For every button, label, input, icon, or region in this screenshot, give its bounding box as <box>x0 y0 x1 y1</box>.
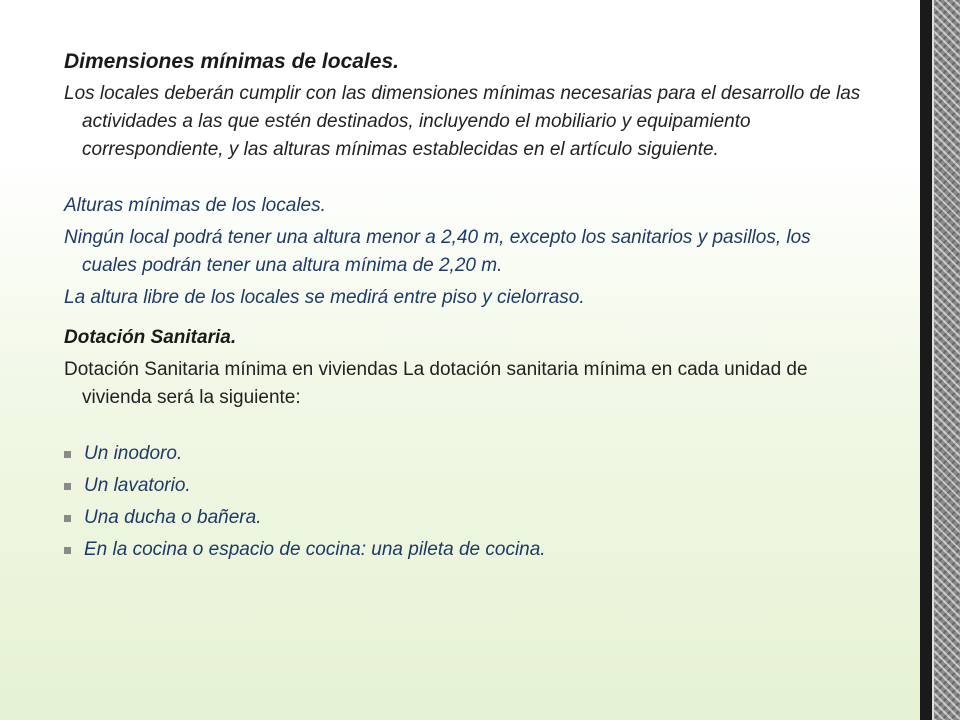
list-item <box>64 472 864 500</box>
list-item-text: En la cocina o espacio de cocina: una pileta de cocina. <box>84 539 546 560</box>
slide-content <box>64 48 864 568</box>
spacer <box>64 164 864 192</box>
list-item <box>64 440 864 468</box>
square-bullet-icon <box>64 515 71 522</box>
list-item-text: Un lavatorio. <box>84 475 191 496</box>
list-item <box>64 536 864 564</box>
intro-paragraph: Los locales deberán cumplir con las dimensiones mínimas necesarias para el desarrollo de las actividades a las que estén destinados, incluyendo el mobiliario y equipamiento correspondiente, y las alturas mínimas establecidas en el artículo siguiente. <box>64 83 861 160</box>
square-bullet-icon <box>64 483 71 490</box>
side-band-dark-strip <box>920 0 932 720</box>
heights-heading: Alturas mínimas de los locales. <box>64 195 326 216</box>
sanitary-heading: Dotación Sanitaria. <box>64 327 237 348</box>
list-item <box>64 504 864 532</box>
square-bullet-icon <box>64 451 71 458</box>
sanitary-paragraph: Dotación Sanitaria mínima en viviendas La dotación sanitaria mínima en cada unidad de vivienda será la siguiente: <box>64 359 808 408</box>
spacer <box>64 412 864 440</box>
list-item-text: Un inodoro. <box>84 443 183 464</box>
slide-title: Dimensiones mínimas de locales. <box>64 50 399 73</box>
side-band-pattern <box>934 0 960 720</box>
heights-paragraph: Ningún local podrá tener una altura menor a 2,40 m, excepto los sanitarios y pasillos, los cuales podrán tener una altura mínima de 2,20 m. <box>64 227 811 276</box>
decorative-side-band <box>920 0 960 720</box>
heights-measure-paragraph: La altura libre de los locales se medirá entre piso y cielorraso. <box>64 287 585 308</box>
list-item-text: Una ducha o bañera. <box>84 507 262 528</box>
square-bullet-icon <box>64 547 71 554</box>
sanitary-list <box>64 440 864 564</box>
